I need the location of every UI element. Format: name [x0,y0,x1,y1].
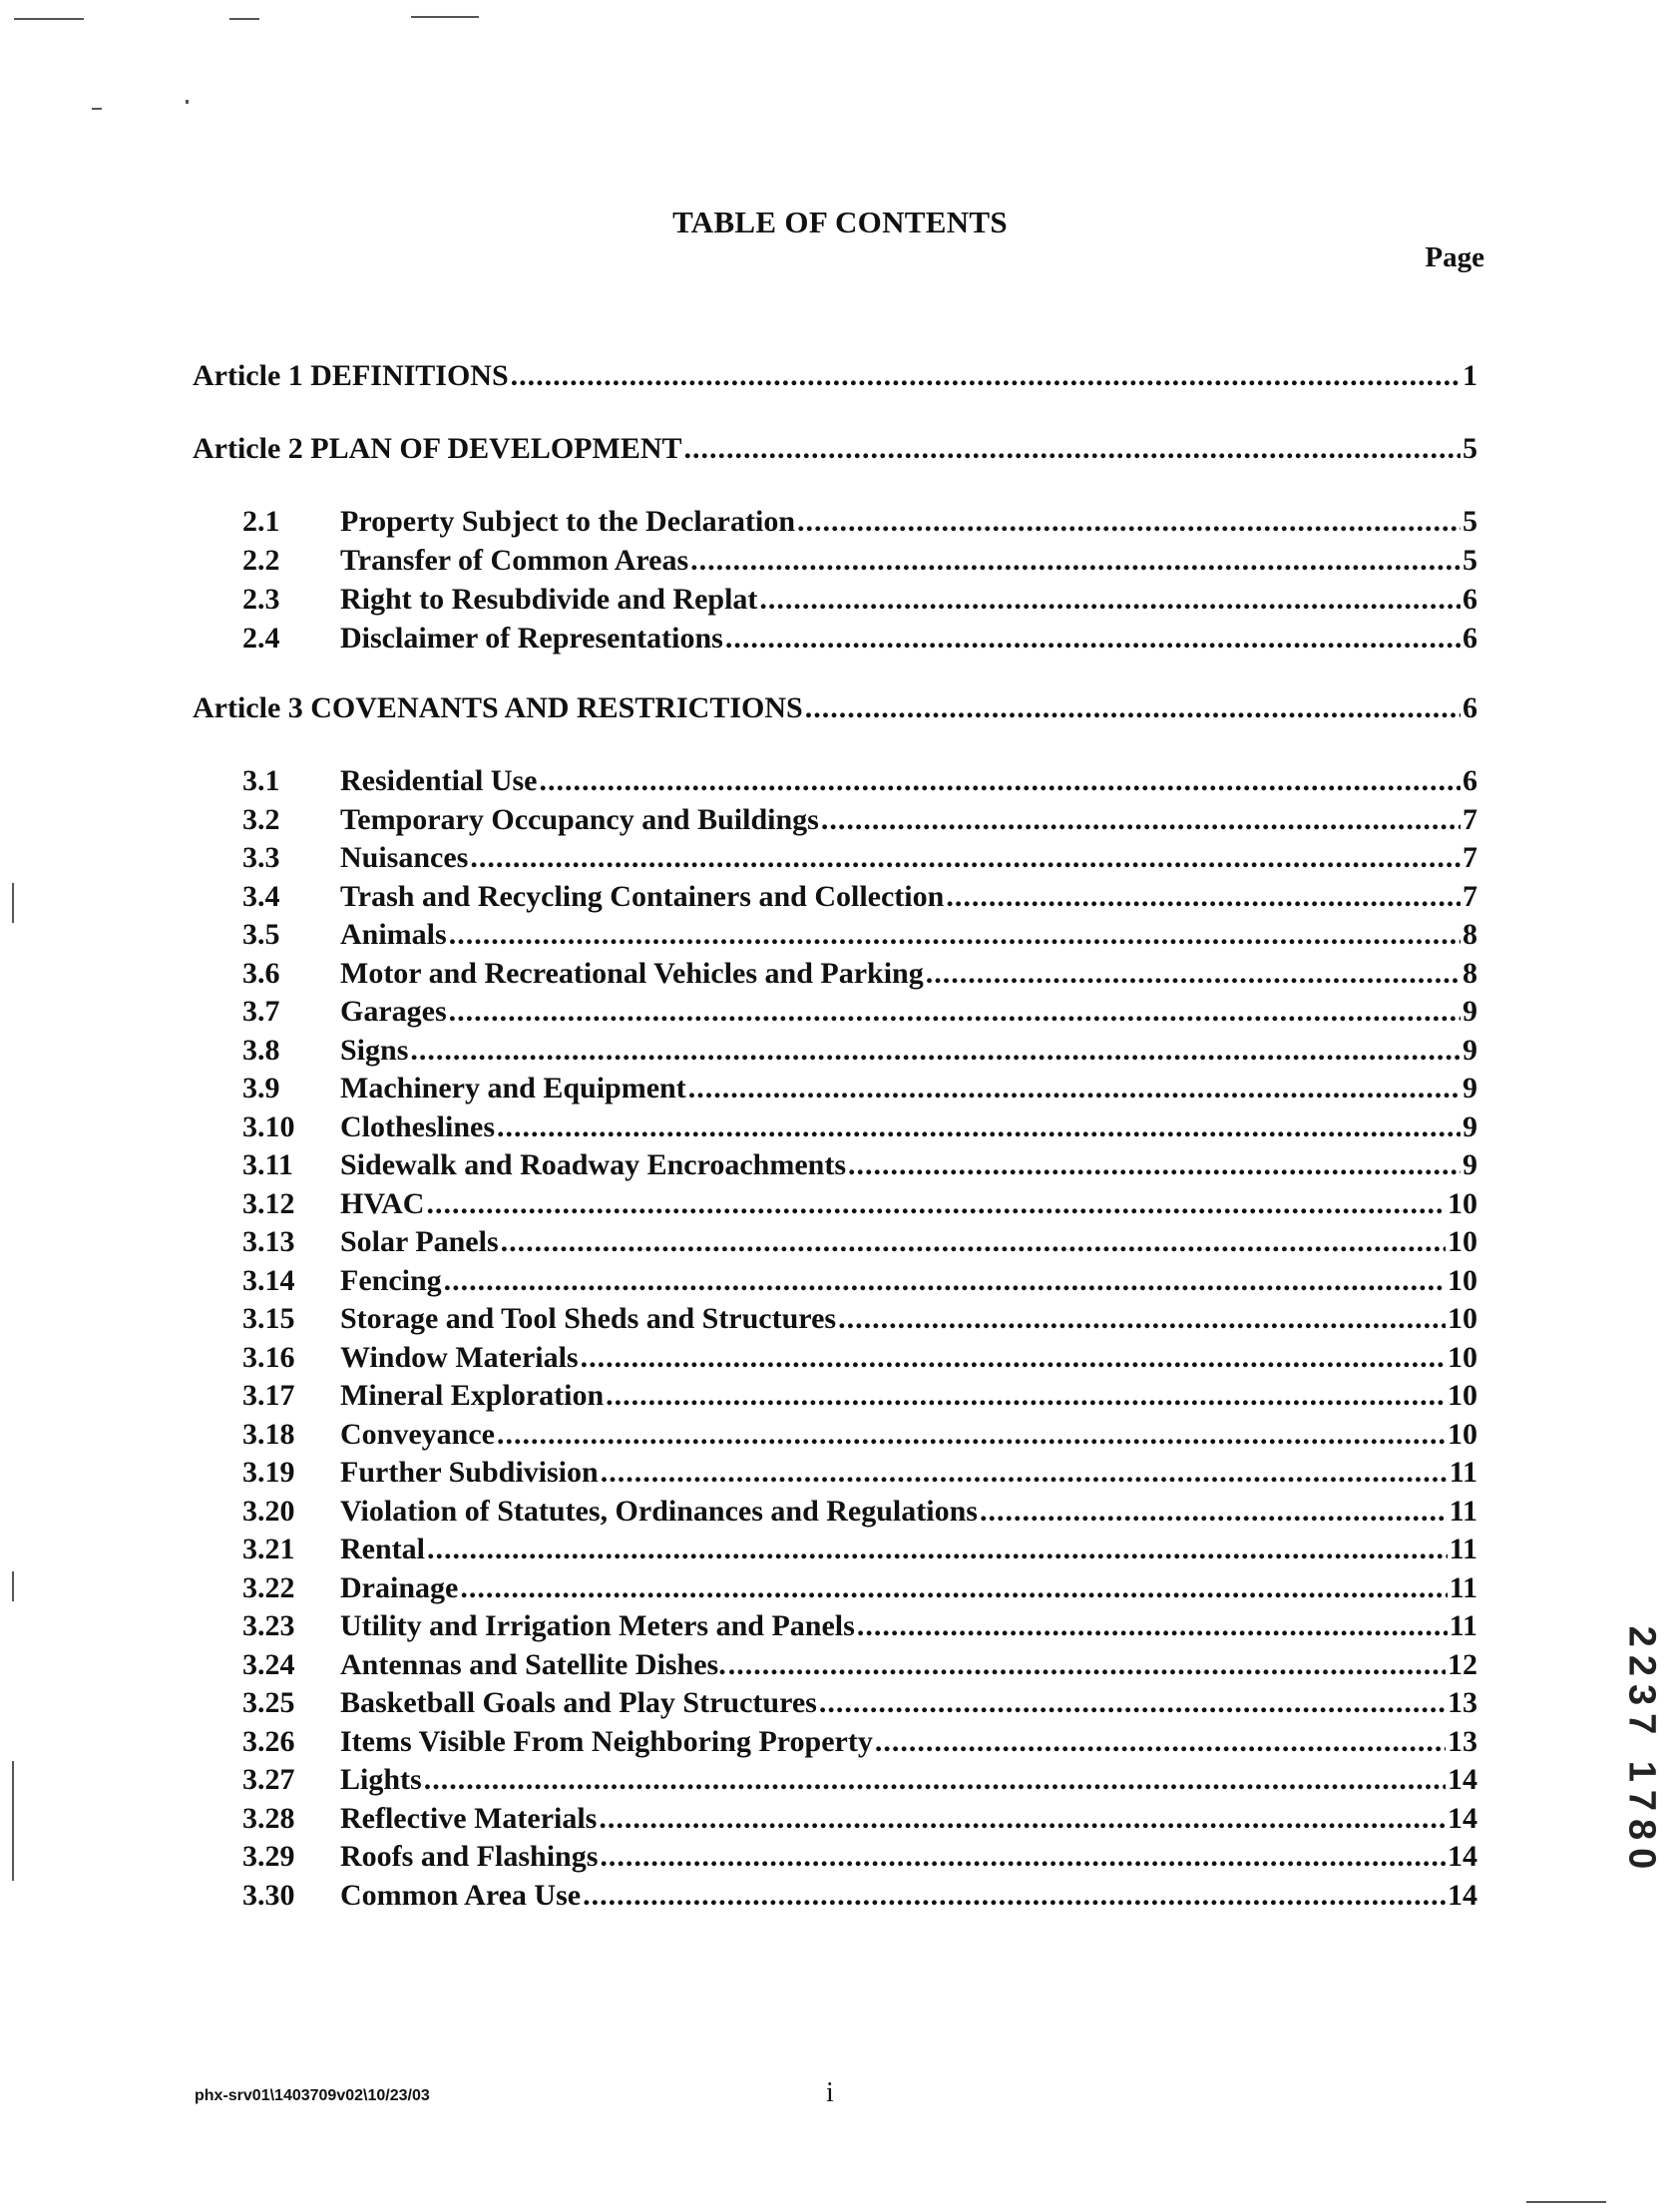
toc-dot-leader [600,1840,1446,1874]
toc-section [242,1840,1477,1878]
toc-page-number: 9 [1463,1034,1477,1067]
toc-page-number: 1 [1463,359,1477,392]
toc-dot-leader [601,1456,1448,1490]
toc-section-number: 3.30 [242,1879,295,1912]
footer-page-number: i [826,2077,834,2108]
toc-dot-leader [980,1495,1448,1529]
toc-page-number: 10 [1448,1187,1477,1220]
toc-section-title: Lights [340,1763,422,1796]
toc-page-number: 10 [1448,1341,1477,1374]
toc-page-number: 14 [1448,1802,1477,1835]
toc-section [242,1571,1477,1609]
toc-page-number: 7 [1463,841,1477,874]
toc-page-number: 6 [1463,764,1477,797]
toc-dot-leader [759,583,1461,617]
toc-section-title: Violation of Statutes, Ordinances and Regulations [340,1495,978,1528]
toc-section-number: 3.26 [242,1725,295,1758]
toc-section [242,803,1477,841]
toc-dot-leader [497,1110,1461,1144]
toc-section-title: Utility and Irrigation Meters and Panels [340,1609,855,1642]
toc-section-number: 3.9 [242,1072,280,1105]
toc-section-number: 3.10 [242,1110,295,1143]
toc-section-title: Rental [340,1533,425,1565]
page-title: TABLE OF CONTENTS [672,205,1008,239]
toc-dot-leader [606,1379,1446,1413]
toc-page-number: 14 [1448,1840,1477,1873]
toc-section-title: Fencing [340,1264,442,1297]
toc-section [242,1225,1477,1263]
toc-dot-leader [583,1879,1446,1913]
toc-section [242,1725,1477,1763]
toc-section-title: Roofs and Flashings [340,1840,599,1873]
toc-dot-leader [424,1763,1446,1797]
toc-section-title: Disclaimer of Representations [340,622,723,655]
toc-section-number: 3.20 [242,1495,295,1528]
toc-article-3 [193,691,1477,729]
toc-section-number: 3.13 [242,1225,295,1258]
toc-section-number: 3.15 [242,1302,295,1335]
toc-section-title: Property Subject to the Declaration [340,505,796,538]
toc-dot-leader [946,880,1461,914]
toc-page-number: 8 [1463,918,1477,951]
toc-page-number: 11 [1449,1609,1477,1642]
toc-page-number: 7 [1463,803,1477,836]
toc-section-number: 3.2 [242,803,280,836]
toc-page-number: 10 [1448,1379,1477,1412]
toc-page-number: 10 [1448,1302,1477,1335]
toc-dot-leader [449,995,1461,1029]
toc-section-title: Mineral Exploration [340,1379,605,1412]
toc-dot-leader [725,622,1461,656]
toc-section-number: 3.3 [242,841,280,874]
toc-section-title: Motor and Recreational Vehicles and Parking [340,957,924,990]
toc-page-number: 9 [1463,1148,1477,1181]
toc-section-title: Items Visible From Neighboring Property [340,1725,873,1758]
toc-section [242,1802,1477,1840]
toc-section-title: Garages [340,995,447,1028]
toc-section [242,1533,1477,1570]
toc-dot-leader [728,1648,1446,1682]
footer-document-id: phx-srv01\1403709v02\10/23/03 [195,2087,430,2104]
toc-section [242,1609,1477,1647]
toc-section-number: 3.6 [242,957,280,990]
toc-dot-leader [410,1034,1461,1068]
toc-section [242,1686,1477,1724]
toc-dot-leader [427,1533,1448,1566]
toc-section-number: 3.14 [242,1264,295,1297]
toc-page-number: 5 [1463,505,1477,538]
toc-section-number: 3.18 [242,1418,295,1451]
toc-section-title: Residential Use [340,764,538,797]
toc-section-title: Antennas and Satellite Dishes. [340,1648,726,1681]
toc-dot-leader [449,918,1461,952]
toc-dot-leader [848,1148,1461,1182]
toc-article-2 [193,432,1477,470]
toc-section-number: 2.2 [242,544,280,577]
toc-section [242,544,1477,582]
toc-page-number: 14 [1448,1763,1477,1796]
toc-section-title: Sidewalk and Roadway Encroachments [340,1148,847,1181]
toc-dot-leader [501,1225,1446,1259]
toc-section [242,1879,1477,1917]
toc-dot-leader [460,1571,1447,1605]
toc-dot-leader [690,544,1461,578]
toc-section [242,1763,1477,1801]
toc-page-number: 6 [1463,583,1477,616]
toc-section-number: 3.16 [242,1341,295,1374]
toc-section [242,622,1477,660]
toc-section-number: 3.23 [242,1609,295,1642]
toc-page-number: 10 [1448,1225,1477,1258]
toc-section-number: 3.19 [242,1456,295,1489]
side-stamp-text: 2237 1780 [1620,1625,1663,1877]
toc-page-number: 5 [1463,432,1477,465]
toc-section-number: 3.17 [242,1379,295,1412]
toc-section-title: Trash and Recycling Containers and Collection [340,880,945,913]
toc-page-number: 11 [1449,1495,1477,1528]
toc-page-number: 11 [1449,1571,1477,1604]
toc-page-number: 13 [1448,1725,1477,1758]
toc-page-number: 6 [1463,691,1477,724]
toc-section-title: Solar Panels [340,1225,499,1258]
toc-section [242,841,1477,879]
side-stamp [1618,1571,1664,1931]
toc-section [242,1148,1477,1186]
toc-section [242,1302,1477,1340]
toc-section-number: 3.8 [242,1034,280,1067]
toc-section-number: 3.27 [242,1763,295,1796]
toc-section [242,1379,1477,1417]
toc-section-number: 2.3 [242,583,280,616]
toc-section-number: 3.12 [242,1187,295,1220]
toc-section [242,1418,1477,1456]
toc-section-number: 3.1 [242,764,280,797]
toc-section-title: Drainage [340,1571,459,1604]
toc-section-title: Common Area Use [340,1879,582,1912]
toc-section [242,1495,1477,1533]
toc-dot-leader [875,1725,1446,1759]
toc-dot-leader [684,432,1461,466]
toc-page-number: 9 [1463,995,1477,1028]
toc-page-number: 10 [1448,1418,1477,1451]
toc-section-number: 3.25 [242,1686,295,1719]
toc-dot-leader [805,691,1461,725]
toc-section-number: 3.21 [242,1533,295,1565]
toc-section-title: Animals [340,918,447,951]
toc-section [242,995,1477,1033]
toc-page-number: 6 [1463,622,1477,655]
toc-section-number: 3.5 [242,918,280,951]
toc-section [242,1187,1477,1225]
toc-page-number: 9 [1463,1110,1477,1143]
toc-section [242,1341,1477,1379]
toc-section [242,583,1477,621]
toc-section [242,1110,1477,1148]
toc-dot-leader [838,1302,1446,1336]
toc-section-title: Basketball Goals and Play Structures [340,1686,817,1719]
toc-section [242,918,1477,956]
toc-article-label: Article 2 PLAN OF DEVELOPMENT [193,432,682,465]
toc-section-number: 3.11 [242,1148,293,1181]
toc-section [242,505,1477,543]
toc-section-number: 3.22 [242,1571,295,1604]
toc-page-number: 10 [1448,1264,1477,1297]
toc-page-number: 12 [1448,1648,1477,1681]
toc-article-label: Article 3 COVENANTS AND RESTRICTIONS [193,691,803,724]
toc-section-number: 3.24 [242,1648,295,1681]
toc-section-title: Right to Resubdivide and Replat [340,583,758,616]
toc-dot-leader [599,1802,1446,1836]
toc-dot-leader [797,505,1461,539]
toc-section-title: Transfer of Common Areas [340,544,689,577]
toc-section [242,957,1477,995]
toc-dot-leader [581,1341,1446,1375]
toc-dot-leader [470,841,1461,875]
toc-dot-leader [540,764,1462,798]
toc-page-number: 9 [1463,1072,1477,1105]
toc-section-title: Reflective Materials [340,1802,598,1835]
toc-dot-leader [497,1418,1446,1452]
toc-dot-leader [857,1609,1448,1643]
toc-section [242,764,1477,802]
toc-section-title: Signs [340,1034,409,1067]
toc-section-title: Clotheslines [340,1110,496,1143]
toc-section [242,880,1477,918]
toc-section-number: 2.4 [242,622,280,655]
toc-section-title: Nuisances [340,841,469,874]
toc-section-title: Conveyance [340,1418,495,1451]
toc-page-number: 8 [1463,957,1477,990]
toc-dot-leader [821,803,1461,837]
toc-page-number: 11 [1449,1456,1477,1489]
toc-page-number: 11 [1449,1533,1477,1565]
toc-section [242,1264,1477,1302]
toc-page-number: 13 [1448,1686,1477,1719]
toc-dot-leader [511,359,1461,393]
toc-section-title: Window Materials [340,1341,579,1374]
toc-page-number: 5 [1463,544,1477,577]
toc-section [242,1034,1477,1072]
toc-dot-leader [444,1264,1446,1298]
toc-page-number: 14 [1448,1879,1477,1912]
toc-section-title: Storage and Tool Sheds and Structures [340,1302,837,1335]
toc-section-number: 3.4 [242,880,280,913]
toc-section-title: Machinery and Equipment [340,1072,686,1105]
toc-article-1 [193,359,1477,397]
toc-section [242,1072,1477,1109]
toc-page-number: 7 [1463,880,1477,913]
toc-section-title: Further Subdivision [340,1456,599,1489]
toc-section [242,1648,1477,1686]
toc-section-title: HVAC [340,1187,425,1220]
toc-section-number: 2.1 [242,505,280,538]
toc-section [242,1456,1477,1494]
toc-section-number: 3.7 [242,995,280,1028]
toc-section-number: 3.29 [242,1840,295,1873]
toc-section-number: 3.28 [242,1802,295,1835]
page-column-label: Page [1425,241,1484,273]
toc-article-label: Article 1 DEFINITIONS [193,359,509,392]
toc-dot-leader [926,957,1461,991]
toc-dot-leader [426,1187,1446,1221]
toc-dot-leader [819,1686,1446,1720]
toc-section-title: Temporary Occupancy and Buildings [340,803,819,836]
toc-dot-leader [688,1072,1461,1106]
